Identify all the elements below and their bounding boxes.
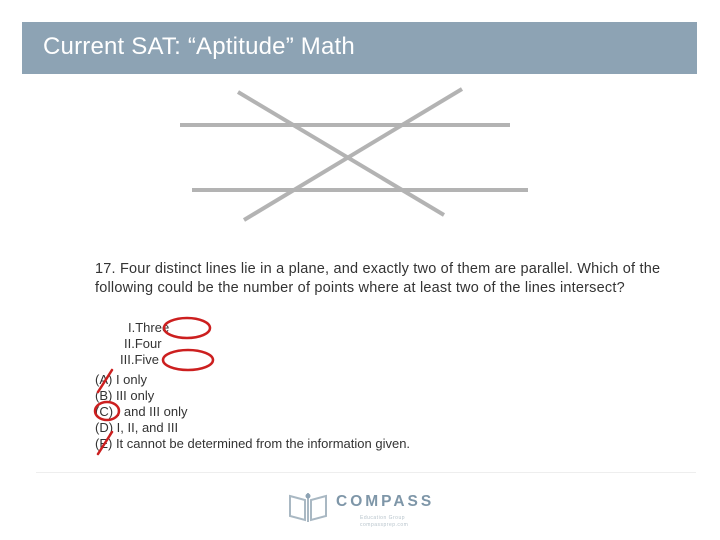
choice-e: (E) It cannot be determined from the information given.: [95, 436, 411, 451]
circle-mark-three: [164, 318, 210, 338]
numeral-option-1: I.Three: [128, 320, 170, 335]
numeral-option-3: III.Five: [120, 352, 160, 367]
logo-wordmark: COMPASS: [336, 493, 435, 510]
choice-c: (C) I and III only: [95, 404, 188, 419]
book-compass-icon: [286, 490, 330, 524]
logo-subtitle: Education Group: [360, 515, 406, 521]
slide-title: Current SAT: “Aptitude” Math: [43, 33, 355, 60]
choice-b: (B) III only: [95, 388, 155, 403]
compass-logo: [286, 490, 446, 530]
footer-divider: [36, 472, 696, 473]
circle-mark-five: [163, 350, 213, 370]
transversal-line-1: [238, 92, 444, 215]
transversal-line-2: [244, 89, 462, 220]
choice-d: (D) I, II, and III: [95, 420, 179, 435]
answer-choices: [95, 372, 410, 452]
logo-website: compassprep.com: [360, 522, 409, 528]
question-text: 17. Four distinct lines lie in a plane, and exactly two of them are parallel. Which of the following could be the number of points where at least two of the lines intersect?: [95, 261, 661, 296]
choice-a: (A) I only: [95, 372, 148, 387]
lines-diagram: [0, 0, 720, 240]
numeral-option-2: II.Four: [124, 336, 162, 351]
